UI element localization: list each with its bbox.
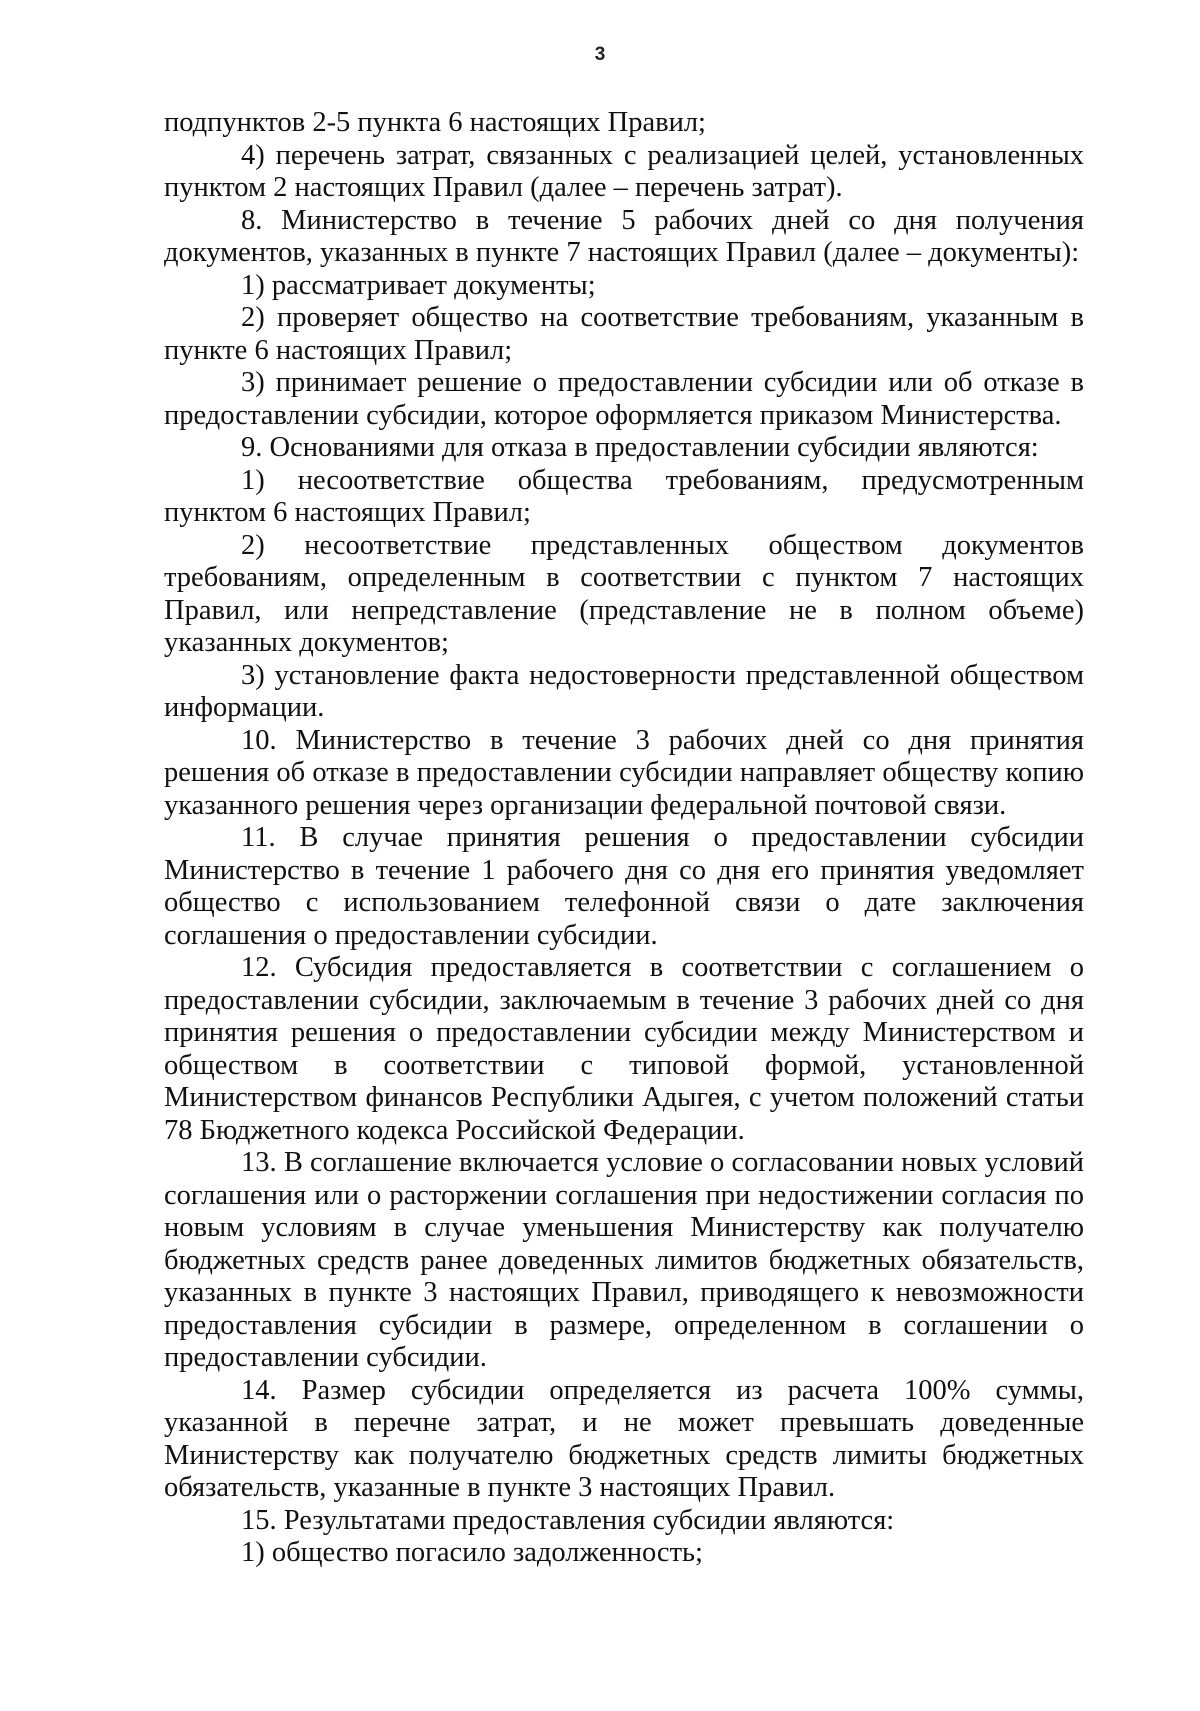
paragraph-9-item-1: 1) несоответствие общества требованиям, предусмотренным пунктом 6 настоящих Правил; bbox=[164, 464, 1084, 528]
paragraph-9-item-3: 3) установление факта недостоверности представленной обществом информации. bbox=[164, 659, 1084, 723]
paragraph-10: 10. Министерство в течение 3 рабочих дней со дня принятия решения об отказе в предоставлении субсидии направляет обществу копию указанного решения через организации федеральной почтовой связи. bbox=[164, 724, 1084, 821]
paragraph-continuation: подпунктов 2-5 пункта 6 настоящих Правил; bbox=[164, 107, 706, 138]
paragraph-11: 11. В случае принятия решения о предоставлении субсидии Министерство в течение 1 рабочего дня со дня его принятия уведомляет общество с использованием телефонной связи о дате заключения соглашения о предоставлении субсидии. bbox=[164, 822, 1084, 951]
paragraph-8-item-1: 1) рассматривает документы; bbox=[241, 269, 596, 301]
document-body bbox=[164, 107, 1084, 1570]
paragraph-item-4-cost-list: 4) перечень затрат, связанных с реализацией целей, установленных пунктом 2 настоящих Правил (далее – перечень затрат). bbox=[164, 139, 1084, 203]
paragraph-8: 8. Министерство в течение 5 рабочих дней со дня получения документов, указанных в пункте 7 настоящих Правил (далее – документы): bbox=[164, 204, 1084, 268]
paragraph-8-item-2: 2) проверяет общество на соответствие требованиям, указанным в пункте 6 настоящих Правил; bbox=[164, 302, 1084, 366]
paragraph-15: 15. Результатами предоставления субсидии являются: bbox=[241, 1504, 895, 1536]
paragraph-9-item-2: 2) несоответствие представленных обществом документов требованиям, определенным в соответствии с пунктом 7 настоящих Правил, или непредставление (представление не в полном объеме) указанных документов; bbox=[164, 529, 1084, 658]
paragraph-9: 9. Основаниями для отказа в предоставлении субсидии являются: bbox=[241, 432, 1039, 463]
paragraph-8-item-3: 3) принимает решение о предоставлении субсидии или об отказе в предоставлении субсидии, которое оформляется приказом Министерства. bbox=[164, 367, 1084, 431]
paragraph-14: 14. Размер субсидии определяется из расчета 100% суммы, указанной в перечне затрат, и не может превышать доведенные Министерству как получателю бюджетных средств лимиты бюджетных обязательств, указанные в пункте 3 настоящих Правил. bbox=[164, 1374, 1084, 1503]
paragraph-12: 12. Субсидия предоставляется в соответствии с соглашением о предоставлении субсидии, заключаемым в течение 3 рабочих дней со дня принятия решения о предоставлении субсидии между Министерством и обществом в соответствии с типовой формой, установленной Министерством финансов Республики Адыгея, с учетом положений статьи 78 Бюджетного кодекса Российской Федерации. bbox=[164, 952, 1084, 1146]
paragraph-15-item-1: 1) общество погасило задолженность; bbox=[241, 1537, 703, 1568]
paragraph-13: 13. В соглашение включается условие о согласовании новых условий соглашения или о расторжении соглашения при недостижении согласия по новым условиям в случае уменьшения Министерству как получателю бюджетных средств ранее доведенных лимитов бюджетных обязательств, указанных в пункте 3 настоящих Правил, приводящего к невозможности предоставления субсидии в размере, определенном в соглашении о предоставлении субсидии. bbox=[164, 1147, 1084, 1373]
page-number: 3 bbox=[594, 44, 606, 65]
